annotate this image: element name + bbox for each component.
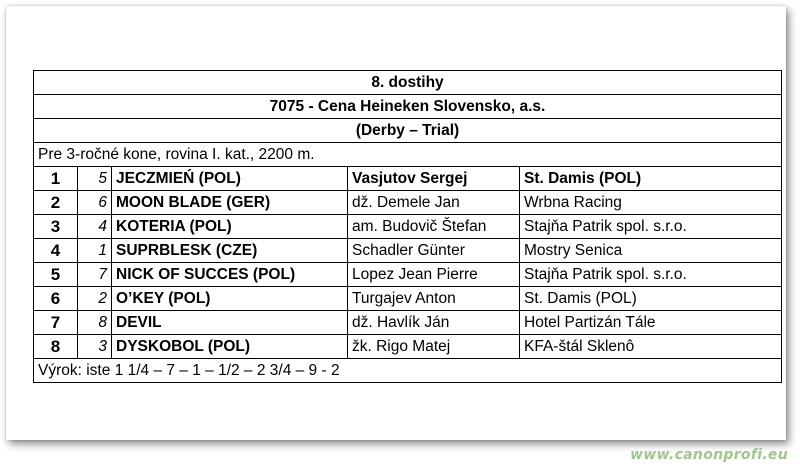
runner-number: 7 [78, 263, 112, 287]
runner-row [34, 215, 782, 239]
runner-owner: St. Damis (POL) [520, 167, 782, 191]
runner-number: 6 [78, 191, 112, 215]
runner-number: 4 [78, 215, 112, 239]
runner-jockey: dž. Havlík Ján [348, 311, 520, 335]
runner-jockey: am. Budovič Štefan [348, 215, 520, 239]
runner-horse: DEVIL [112, 311, 348, 335]
race-results-table [33, 70, 782, 383]
runner-owner: Stajňa Patrik spol. s.r.o. [520, 215, 782, 239]
runner-jockey: Turgajev Anton [348, 287, 520, 311]
runner-number: 1 [78, 239, 112, 263]
runner-horse: DYSKOBOL (POL) [112, 335, 348, 359]
runner-place: 7 [34, 311, 78, 335]
runner-place: 5 [34, 263, 78, 287]
results-card [6, 6, 786, 440]
runner-row [34, 263, 782, 287]
watermark: www.canonprofi.eu [630, 447, 788, 463]
runner-owner: Hotel Partizán Tále [520, 311, 782, 335]
runner-horse: NICK OF SUCCES (POL) [112, 263, 348, 287]
runner-horse: JECZMIEŃ (POL) [112, 167, 348, 191]
runner-place: 1 [34, 167, 78, 191]
result-row [34, 359, 782, 383]
runner-horse: KOTERIA (POL) [112, 215, 348, 239]
runner-row [34, 191, 782, 215]
runner-horse: SUPRBLESK (CZE) [112, 239, 348, 263]
race-results-body [34, 71, 782, 383]
runner-horse: O’KEY (POL) [112, 287, 348, 311]
result-margins: Výrok: iste 1 1/4 – 7 – 1 – 1/2 – 2 3/4 – 9 - 2 [34, 359, 782, 383]
runner-number: 2 [78, 287, 112, 311]
runner-jockey: Schadler Günter [348, 239, 520, 263]
race-name-row [34, 95, 782, 119]
race-subtitle: (Derby – Trial) [34, 119, 782, 143]
runner-place: 6 [34, 287, 78, 311]
runner-number: 8 [78, 311, 112, 335]
runner-owner: KFA-štál Sklenô [520, 335, 782, 359]
runner-place: 4 [34, 239, 78, 263]
runner-row [34, 335, 782, 359]
runner-place: 2 [34, 191, 78, 215]
runner-horse: MOON BLADE (GER) [112, 191, 348, 215]
runner-place: 8 [34, 335, 78, 359]
runner-place: 3 [34, 215, 78, 239]
runner-row [34, 239, 782, 263]
runner-owner: Wrbna Racing [520, 191, 782, 215]
runner-jockey: Lopez Jean Pierre [348, 263, 520, 287]
runner-owner: Mostry Senica [520, 239, 782, 263]
race-number-row [34, 71, 782, 95]
race-name: 7075 - Cena Heineken Slovensko, a.s. [34, 95, 782, 119]
runner-number: 3 [78, 335, 112, 359]
race-conditions-row [34, 143, 782, 167]
race-subtitle-row [34, 119, 782, 143]
runner-owner: Stajňa Patrik spol. s.r.o. [520, 263, 782, 287]
runner-jockey: Vasjutov Sergej [348, 167, 520, 191]
runner-row [34, 287, 782, 311]
runner-jockey: žk. Rigo Matej [348, 335, 520, 359]
runner-number: 5 [78, 167, 112, 191]
runner-owner: St. Damis (POL) [520, 287, 782, 311]
runner-jockey: dž. Demele Jan [348, 191, 520, 215]
runner-row [34, 167, 782, 191]
race-conditions: Pre 3-ročné kone, rovina I. kat., 2200 m. [34, 143, 782, 167]
race-number: 8. dostihy [34, 71, 782, 95]
runner-row [34, 311, 782, 335]
